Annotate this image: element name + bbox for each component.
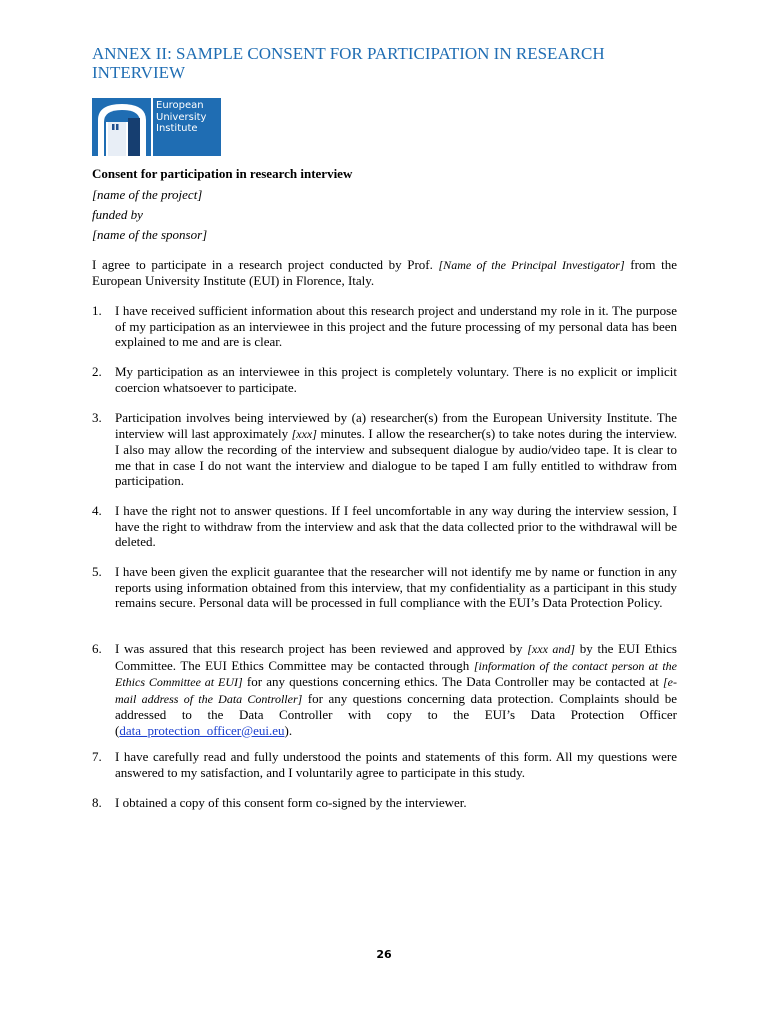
item-number: 3. xyxy=(92,410,102,425)
list-item xyxy=(92,303,677,350)
item-text xyxy=(92,641,677,738)
list-item xyxy=(92,410,677,489)
list-item xyxy=(92,641,677,738)
item-text: My participation as an interviewee in this project is completely voluntary. There is no explicit or implicit coercion whatsoever to participate. xyxy=(115,364,677,395)
funded-by-label: funded by xyxy=(92,207,143,222)
page-number: 26 xyxy=(376,948,392,961)
list-item xyxy=(92,503,677,550)
intro-paragraph xyxy=(92,257,677,289)
logo-line-2: University xyxy=(156,111,207,123)
list-item xyxy=(92,364,677,395)
item-text-part: for any questions concerning ethics. The Data Controller may be contacted at xyxy=(242,674,664,689)
intro-text-1: I agree to participate in a research project conducted by Prof. xyxy=(92,257,439,272)
item-text-part: ). xyxy=(284,722,293,738)
list-item xyxy=(92,564,677,611)
consent-heading: Consent for participation in research interview xyxy=(92,166,353,181)
duration-placeholder: [xxx] xyxy=(291,426,317,441)
item-text-part: minutes. I allow the researcher(s) to take notes during the interview. I also may allow the recording of the interview and subsequent dialogue by audio/video tape. It is clear to me that in case I do not want the interview and dialogue to be taped I am fully entitled to withdraw from participation. xyxy=(115,425,677,488)
item-text: I have been given the explicit guarantee that the researcher will not identify me by name or function in any reports using information obtained from this interview, that my confidentiality as a participant in this study remains secure. Personal data will be processed in full compliance with the EUI’s Data Protection Policy. xyxy=(115,564,677,610)
logo-line-3: Institute xyxy=(156,123,198,134)
project-placeholder: [name of the project] xyxy=(92,187,203,202)
eui-logo xyxy=(92,98,221,156)
sponsor-placeholder: [name of the sponsor] xyxy=(92,227,208,242)
item-text-part: I was assured that this research project has been reviewed and approved by xyxy=(115,641,528,656)
item-number: 8. xyxy=(92,795,102,810)
item-text: I have the right not to answer questions. If I feel uncomfortable in any way during the interview session, I have the right to withdraw from the interview and ask that the data collected prior to the withdrawal will be deleted. xyxy=(115,503,677,549)
item-number: 5. xyxy=(92,564,102,579)
approval-placeholder: [xxx and] xyxy=(527,642,576,656)
logo-line-1: European xyxy=(156,100,204,111)
item-number: 6. xyxy=(92,641,102,656)
logo-wordmark xyxy=(156,100,206,135)
item-text: I have carefully read and fully understood the points and statements of this form. All my questions were answered to my satisfaction, and I voluntarily agree to participate in this study. xyxy=(115,749,677,780)
item-number: 7. xyxy=(92,749,102,764)
item-number: 2. xyxy=(92,364,102,379)
item-number: 1. xyxy=(92,303,102,318)
item-text-part: Participation involves being interviewed by (a) researcher(s) from the European University Institute. The interview will last approximately xyxy=(115,410,677,441)
item-text: I have received sufficient information about this research project and understand my role in it. The purpose of my participation as an interviewee in this project and the future processing of my personal data has been explained to me and are is clear. xyxy=(115,303,677,349)
item-text-part: by the EUI Ethics Committee. The EUI Ethics Committee may be contacted through xyxy=(115,641,677,673)
controller-email-placeholder: [e-mail address of the Data Controller] xyxy=(115,675,678,706)
intro-text-2: from the European University Institute (EUI) in Florence, Italy. xyxy=(92,257,678,288)
item-text xyxy=(92,410,677,489)
item-text-part: for any questions concerning data protection. Complaints should be addressed to the Data Controller with copy to the EUI’s Data Protection Officer ( xyxy=(115,690,677,738)
list-item xyxy=(92,795,677,811)
list-item xyxy=(92,749,677,780)
dpo-email-link[interactable]: data_protection_officer@eui.eu xyxy=(119,722,285,738)
item-number: 4. xyxy=(92,503,102,518)
annex-title: ANNEX II: SAMPLE CONSENT FOR PARTICIPATION IN RESEARCH INTERVIEW xyxy=(92,44,605,82)
pi-placeholder: [Name of the Principal Investigator] xyxy=(438,258,625,272)
ethics-contact-placeholder: [information of the contact person at the Ethics Committee at EUI] xyxy=(115,658,677,689)
item-text: I obtained a copy of this consent form co-signed by the interviewer. xyxy=(115,795,467,810)
